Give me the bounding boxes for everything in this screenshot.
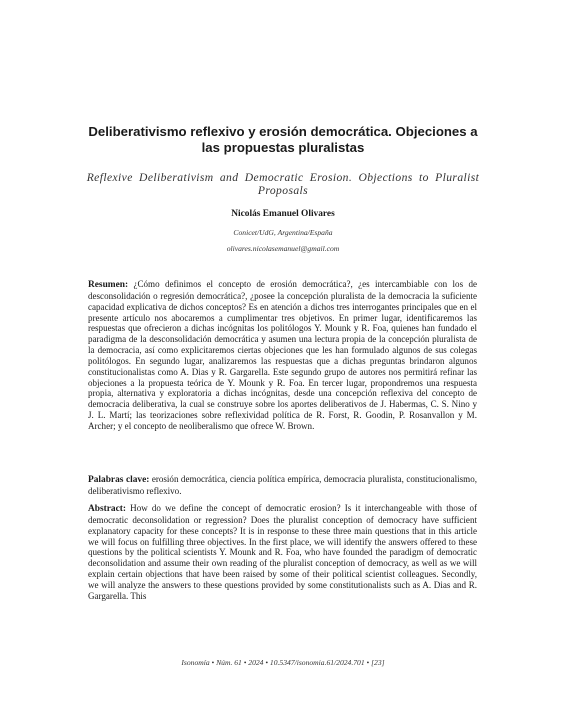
resumen-label: Resumen: xyxy=(88,280,129,290)
palabras-clave-paragraph xyxy=(88,474,477,497)
palabras-clave-label: Palabras clave: xyxy=(88,475,150,485)
abstract-text: How do we define the concept of democratic erosion? Is it interchangeable with those of democratic deconsolidation or regression? Does the pluralist conception of democracy have sufficient explanatory capacity for these concepts? It is in response to these three main questions that in this article we will focus on fulfilling three objectives. In the first place, we will identify the answers offered to these questions by the political scientists Y. Mounk and R. Foa, who have founded the paradigm of democratic deconsolidation and assume their own reading of the pluralist conception of democracy, as well as we will explain certain objections that have been raised by some of their political scientist colleagues. Secondly, we will analyze the answers to these questions provided by some constitutionalists such as A. Dias and R. Gargarella. This xyxy=(88,503,477,601)
author-name: Nicolás Emanuel Olivares xyxy=(231,209,335,219)
author-affiliation: Conicet/UdG, Argentina/España xyxy=(233,228,333,237)
abstract-paragraph xyxy=(88,503,477,602)
page-footer: Isonomía • Núm. 61 • 2024 • 10.5347/isonomia.61/2024.701 • [23] xyxy=(181,658,385,667)
article-subtitle-english: Reflexive Deliberativism and Democratic Erosion. Objections to Pluralist Proposals xyxy=(86,171,480,197)
abstract-label: Abstract: xyxy=(88,504,127,514)
article-title: Deliberativismo reflexivo y erosión democrática. Objeciones a las propuestas pluralistas xyxy=(88,124,478,155)
palabras-clave-text: erosión democrática, ciencia política empírica, democracia pluralista, constitucionalismo, deliberativismo reflexivo. xyxy=(88,474,477,496)
resumen-paragraph xyxy=(88,279,477,432)
resumen-text: ¿Cómo definimos el concepto de erosión democrática?, ¿es intercambiable con los de desconsolidación o regresión democrática?, ¿posee la concepción pluralista de la democracia la suficiente capacidad explicativa de dichos conceptos? Es en atención a dichos tres interrogantes principales que en el presente artículo nos abocaremos a cumplimentar tres objetivos. En primer lugar, identificaremos las respuestas que ofrecieron a dichas incógnitas los politólogos Y. Mounk y R. Foa, quienes han fundado el paradigma de la desconsolidación democrática y asumen una lectura propia de la concepción pluralista de la democracia, así como explicitaremos ciertas objeciones que les han formulado algunos de sus colegas politólogos. En segundo lugar, analizaremos las respuestas que a dichas preguntas brindaron algunos constitucionalistas como A. Dias y R. Gargarella. Este segundo grupo de autores nos permitirá refinar las objeciones a la propuesta teórica de Y. Mounk y R. Foa. En tercer lugar, propondremos una respuesta propia, alternativa y exploratoria a dichas incógnitas, desde una concepción reflexiva del concepto de democracia deliberativa, la cual se construye sobre los aportes deliberativos de J. Habermas, C. S. Nino y J. L. Martí; las teorizaciones sobre reflexividad política de R. Forst, R. Goodin, P. Rosanvallon y M. Archer; y el concepto de neoliberalismo que ofrece W. Brown. xyxy=(88,279,477,431)
author-email: olivares.nicolasemanuel@gmail.com xyxy=(226,244,340,253)
